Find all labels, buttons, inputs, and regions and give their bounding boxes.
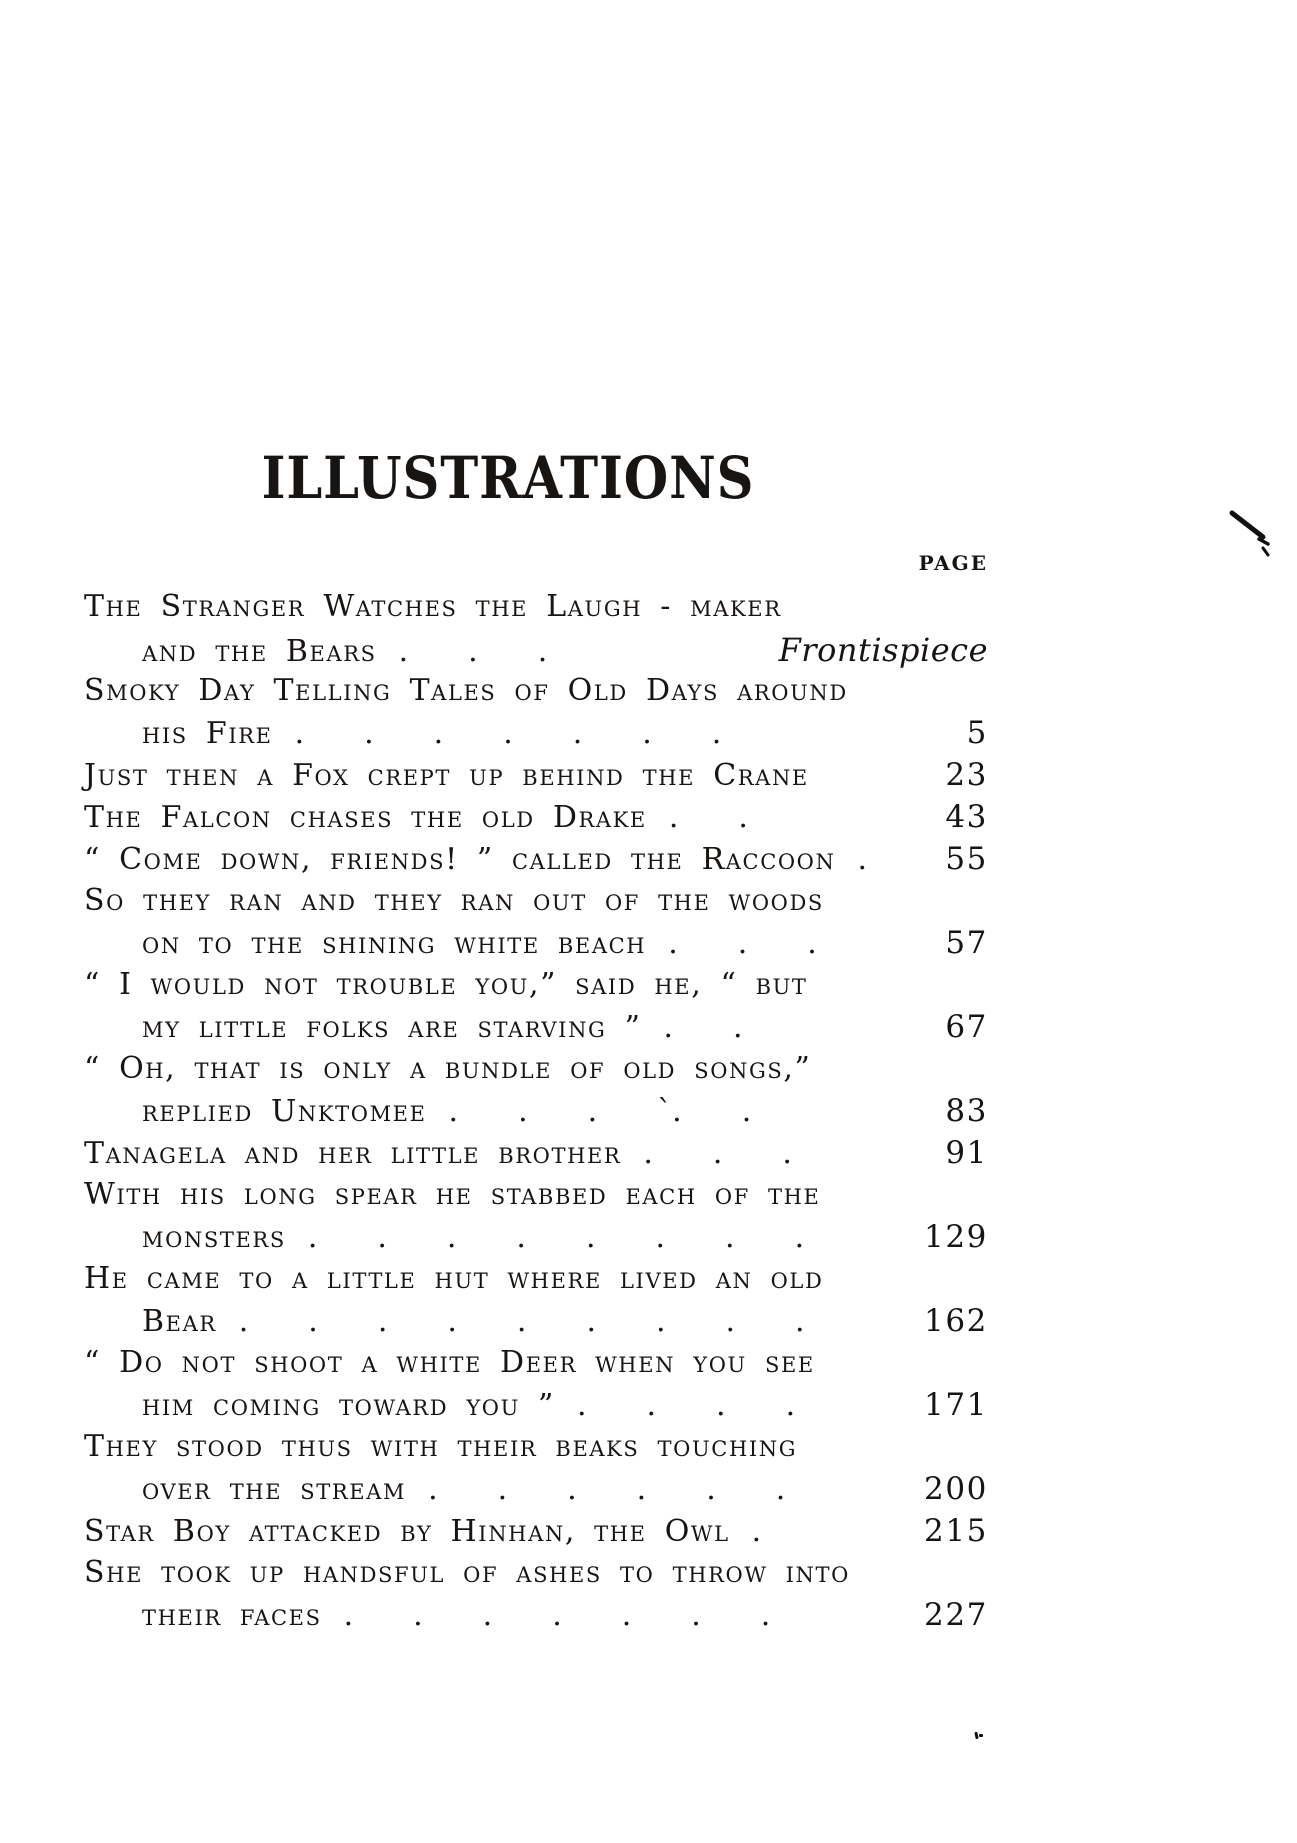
entry-text: Tanagela and her little brother (84, 1136, 622, 1171)
toc-entry-line (84, 1093, 988, 1135)
entry-text: replied Unktomee (142, 1094, 427, 1129)
leader-dots: . . (668, 800, 748, 835)
toc-entry-line (84, 799, 988, 841)
leader-dots: . . (663, 1010, 743, 1045)
entry-text: their faces (142, 1598, 322, 1633)
leader-dots: . . . . . . . (294, 716, 722, 751)
toc-entry-line (84, 715, 988, 757)
toc-entry-line (84, 1429, 988, 1471)
ink-speck-icon (973, 1730, 985, 1741)
leader-dots: . . . . . . . . (307, 1220, 805, 1255)
toc-entry-line (84, 1387, 988, 1429)
toc-entry-line (84, 1471, 988, 1513)
entry-text: my little folks are starving ” (142, 1010, 642, 1045)
page-column-header: PAGE (918, 551, 988, 575)
toc-entry-line (84, 925, 988, 967)
leader-dots: . . . . . . (428, 1472, 786, 1507)
entry-text: Bear (142, 1304, 217, 1339)
entry-page-number: 5 (966, 715, 988, 751)
entry-text: his Fire (142, 716, 273, 751)
entry-text: over the stream (142, 1472, 407, 1507)
entry-text: She took up handsful of ashes to throw into (84, 1555, 850, 1590)
page-title: ILLUSTRATIONS (261, 444, 755, 512)
entry-page-number: 43 (945, 799, 988, 835)
entry-text: Star Boy attacked by Hinhan, the Owl (84, 1514, 730, 1549)
leader-dots: . (857, 842, 868, 877)
entry-text: “ Come down, friends! ” called the Raccoon (84, 842, 836, 877)
toc-entry-line (84, 1513, 988, 1555)
entry-text: They stood thus with their beaks touching (84, 1429, 798, 1464)
entry-text: With his long spear he stabbed each of the (84, 1177, 821, 1212)
illustrations-list (84, 589, 988, 1639)
toc-entry-line (84, 883, 988, 925)
entry-page-number: 23 (945, 757, 988, 793)
entry-page-number: 91 (945, 1135, 988, 1171)
toc-entry-line (84, 841, 988, 883)
entry-page-number: 171 (924, 1387, 988, 1423)
toc-entry-line (84, 589, 988, 631)
leader-dots: . . . (643, 1136, 792, 1171)
entry-text: “ Do not shoot a white Deer when you see (84, 1345, 815, 1380)
leader-dots: . . . . . . . (343, 1598, 771, 1633)
toc-entry-line (84, 1219, 988, 1261)
toc-entry-line (84, 757, 988, 799)
leader-dots: . . . . . . . . . (238, 1304, 805, 1339)
entry-page-number: 200 (924, 1471, 988, 1507)
leader-dots: . (751, 1514, 762, 1549)
entry-page-number: 67 (945, 1009, 988, 1045)
entry-page-number: 129 (924, 1219, 988, 1255)
toc-entry-line (84, 1555, 988, 1597)
entry-page-number: 55 (945, 841, 988, 877)
entry-page-number: 162 (924, 1303, 988, 1339)
entry-page-number: 215 (924, 1513, 988, 1549)
toc-entry-line (84, 1597, 988, 1639)
entry-text: monsters (142, 1220, 286, 1255)
toc-entry-line (84, 967, 988, 1009)
entry-text: Smoky Day Telling Tales of Old Days around (84, 673, 848, 708)
leader-dots: . . . (398, 634, 548, 669)
toc-entry-line (84, 1177, 988, 1219)
leader-dots: . . . (668, 926, 817, 961)
entry-page-number: 83 (945, 1093, 988, 1129)
entry-text: on to the shining white beach (142, 926, 647, 961)
leader-dots: . . . ˋ. . (448, 1094, 752, 1129)
leader-dots: . . . . (576, 1388, 796, 1423)
entry-page-number: 57 (945, 925, 988, 961)
entry-text: “ Oh, that is only a bundle of old songs,” (84, 1051, 812, 1086)
toc-entry-line (84, 1261, 988, 1303)
toc-entry-line (84, 1345, 988, 1387)
toc-entry-line (84, 1135, 988, 1177)
toc-entry-line (84, 1303, 988, 1345)
entry-text: Just then a Fox crept up behind the Crane (84, 758, 809, 793)
entry-text: He came to a little hut where lived an old (84, 1261, 824, 1296)
entry-text: “ I would not trouble you,” said he, “ but (84, 967, 808, 1002)
entry-page-number: Frontispiece (778, 631, 988, 669)
entry-page-number: 227 (924, 1597, 988, 1633)
pen-mark-icon (1224, 504, 1276, 562)
toc-entry-line (84, 673, 988, 715)
toc-entry-line (84, 631, 988, 673)
entry-text: him coming toward you ” (142, 1388, 555, 1423)
toc-entry-line (84, 1051, 988, 1093)
entry-text: The Stranger Watches the Laugh - maker (84, 589, 782, 624)
toc-entry-line (84, 1009, 988, 1051)
entry-text: So they ran and they ran out of the woods (84, 883, 824, 918)
entry-text: and the Bears (142, 634, 377, 669)
entry-text: The Falcon chases the old Drake (84, 800, 647, 835)
